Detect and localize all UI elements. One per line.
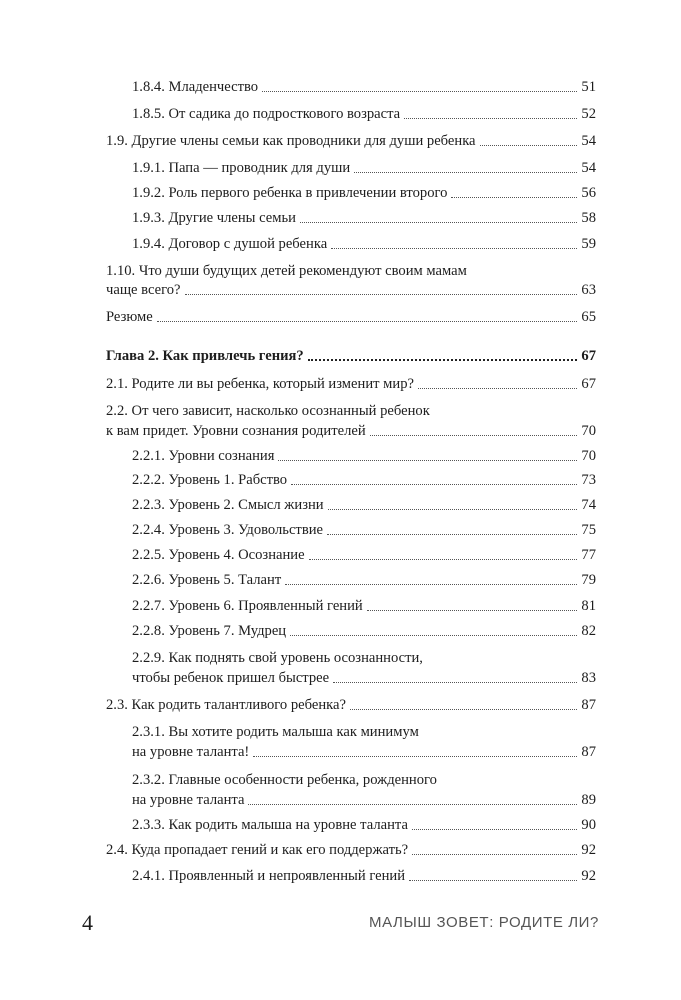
- toc-entry-title: 2.2.5. Уровень 4. Осознание: [132, 547, 305, 563]
- toc-entry: [106, 346, 596, 366]
- toc-entry-title: 2.3.3. Как родить малыша на уровне таланта: [132, 817, 408, 833]
- toc-entry-page: 92: [581, 868, 596, 884]
- toc-entry-page: 51: [581, 79, 596, 95]
- toc-entry-page: 70: [581, 423, 596, 439]
- toc-entry-title: 2.2.4. Уровень 3. Удовольствие: [132, 522, 323, 538]
- toc-entry-page: 89: [581, 792, 596, 808]
- toc-entry-page: 67: [581, 348, 596, 364]
- dot-leader: [350, 708, 577, 710]
- toc-entry-page: 87: [581, 744, 596, 760]
- toc-entry: [132, 866, 596, 886]
- toc-entry: [132, 208, 596, 228]
- toc-entry-text: 2.2.9. Как поднять свой уровень осознанности,: [132, 650, 423, 666]
- toc-entry: [132, 77, 596, 97]
- toc-entry: [106, 131, 596, 151]
- dot-leader: [300, 221, 577, 223]
- toc-entry: [132, 621, 596, 641]
- dot-leader: [185, 293, 578, 295]
- dot-leader: [308, 358, 578, 361]
- toc-entry: [106, 280, 596, 300]
- dot-leader: [327, 533, 577, 535]
- toc-entry-text: 2.3.2. Главные особенности ребенка, рожденного: [132, 772, 437, 788]
- dot-leader: [370, 434, 578, 436]
- dot-leader: [157, 320, 578, 322]
- toc-entry-title: 2.2.1. Уровни сознания: [132, 448, 275, 464]
- toc-entry-page: 54: [581, 133, 596, 149]
- toc-entry-title: 2.2.6. Уровень 5. Талант: [132, 572, 282, 588]
- toc-entry: [132, 570, 596, 590]
- toc-entry-page: 90: [581, 817, 596, 833]
- toc-entry-title: 1.8.4. Младенчество: [132, 79, 259, 95]
- page-number: 4: [82, 910, 93, 935]
- toc-entry-page: 81: [581, 598, 596, 614]
- dot-leader: [262, 90, 577, 92]
- toc-entry-page: 74: [581, 497, 596, 513]
- toc-entry-page: 92: [581, 842, 596, 858]
- toc-entry-title: 2.2.8. Уровень 7. Мудрец: [132, 623, 287, 639]
- toc-entry: [106, 840, 596, 860]
- toc-entry-page: 59: [581, 236, 596, 252]
- toc-entry-page: 75: [581, 522, 596, 538]
- toc-entry: [132, 183, 596, 203]
- toc-entry: [132, 815, 596, 835]
- toc-entry-page: 73: [581, 472, 596, 488]
- dot-leader: [291, 483, 577, 485]
- toc-entry: [132, 596, 596, 616]
- toc-entry-page: 70: [581, 448, 596, 464]
- dot-leader: [418, 387, 577, 389]
- dot-leader: [331, 247, 577, 249]
- toc-entry: [132, 234, 596, 254]
- toc-entry-title: чтобы ребенок пришел быстрее: [132, 670, 330, 686]
- toc-entry-title: на уровне таланта!: [132, 744, 250, 760]
- toc-entry: [106, 307, 596, 327]
- dot-leader: [278, 459, 577, 461]
- toc-entry: [132, 470, 596, 490]
- toc-entry-title: 1.9.1. Папа — проводник для души: [132, 160, 351, 176]
- toc-entry-title: на уровне таланта: [132, 792, 245, 808]
- toc-entry: [132, 158, 596, 178]
- toc-entry: [106, 374, 596, 394]
- toc-entry: [132, 790, 596, 810]
- toc-entry-title: 2.4.1. Проявленный и непроявленный гений: [132, 868, 406, 884]
- dot-leader: [354, 171, 577, 173]
- toc-entry: [132, 520, 596, 540]
- toc-entry: [132, 742, 596, 762]
- toc-entry-title: 2.2.7. Уровень 6. Проявленный гений: [132, 598, 363, 614]
- toc-entry-page: 82: [581, 623, 596, 639]
- toc-entry: [132, 104, 596, 124]
- toc-entry-page: 52: [581, 106, 596, 122]
- toc-entry: [132, 668, 596, 688]
- toc-entry-title: Глава 2. Как привлечь гения?: [106, 348, 304, 364]
- toc-entry-title: чаще всего?: [106, 282, 181, 298]
- toc-entry-page: 79: [581, 572, 596, 588]
- toc-entry: [132, 446, 596, 466]
- toc-entry-title: 1.9.3. Другие члены семьи: [132, 210, 296, 226]
- toc-entry: [106, 421, 596, 441]
- dot-leader: [412, 828, 577, 830]
- toc-entry-title: к вам придет. Уровни сознания родителей: [106, 423, 366, 439]
- dot-leader: [328, 508, 578, 510]
- toc-entry-title: 1.8.5. От садика до подросткового возраста: [132, 106, 401, 122]
- dot-leader: [248, 803, 577, 805]
- toc-entry: [106, 695, 596, 715]
- toc-entry-title: 2.2.3. Уровень 2. Смысл жизни: [132, 497, 324, 513]
- toc-entry-text: 1.10. Что души будущих детей рекомендуют своим мамам: [106, 263, 467, 279]
- toc-entry-title: 2.1. Родите ли вы ребенка, который изменит мир?: [106, 376, 414, 392]
- toc-entry-title: 2.2.2. Уровень 1. Рабство: [132, 472, 288, 488]
- toc-entry-page: 56: [581, 185, 596, 201]
- toc-entry-page: 77: [581, 547, 596, 563]
- toc-entry-page: 63: [581, 282, 596, 298]
- toc-entry-page: 87: [581, 697, 596, 713]
- dot-leader: [309, 558, 578, 560]
- dot-leader: [367, 609, 578, 611]
- toc-entry-page: 58: [581, 210, 596, 226]
- running-title: МАЛЫШ ЗОВЕТ: РОДИТЕ ЛИ?: [369, 914, 599, 931]
- toc-entry-title: 1.9.4. Договор с душой ребенка: [132, 236, 328, 252]
- toc-entry-title: 2.4. Куда пропадает гений и как его поддержать?: [106, 842, 409, 858]
- toc-entry-page: 67: [581, 376, 596, 392]
- toc-entry-text: 2.2. От чего зависит, насколько осознанный ребенок: [106, 403, 430, 419]
- toc-entry-title: 1.9. Другие члены семьи как проводники для души ребенка: [106, 133, 476, 149]
- toc-entry-text: 2.3.1. Вы хотите родить малыша как минимум: [132, 724, 419, 740]
- dot-leader: [333, 681, 577, 683]
- toc-entry-title: 2.3. Как родить талантливого ребенка?: [106, 697, 346, 713]
- dot-leader: [290, 634, 577, 636]
- toc-entry: [132, 545, 596, 565]
- dot-leader: [404, 117, 577, 119]
- dot-leader: [480, 144, 578, 146]
- toc-entry-title: 1.9.2. Роль первого ребенка в привлечении второго: [132, 185, 448, 201]
- toc-entry: [132, 495, 596, 515]
- dot-leader: [451, 196, 577, 198]
- toc-entry-page: 54: [581, 160, 596, 176]
- dot-leader: [412, 853, 577, 855]
- dot-leader: [409, 879, 577, 881]
- toc-entry-page: 65: [581, 309, 596, 325]
- toc-entry-page: 83: [581, 670, 596, 686]
- toc-entry-title: Резюме: [106, 309, 153, 325]
- dot-leader: [253, 755, 577, 757]
- dot-leader: [285, 583, 577, 585]
